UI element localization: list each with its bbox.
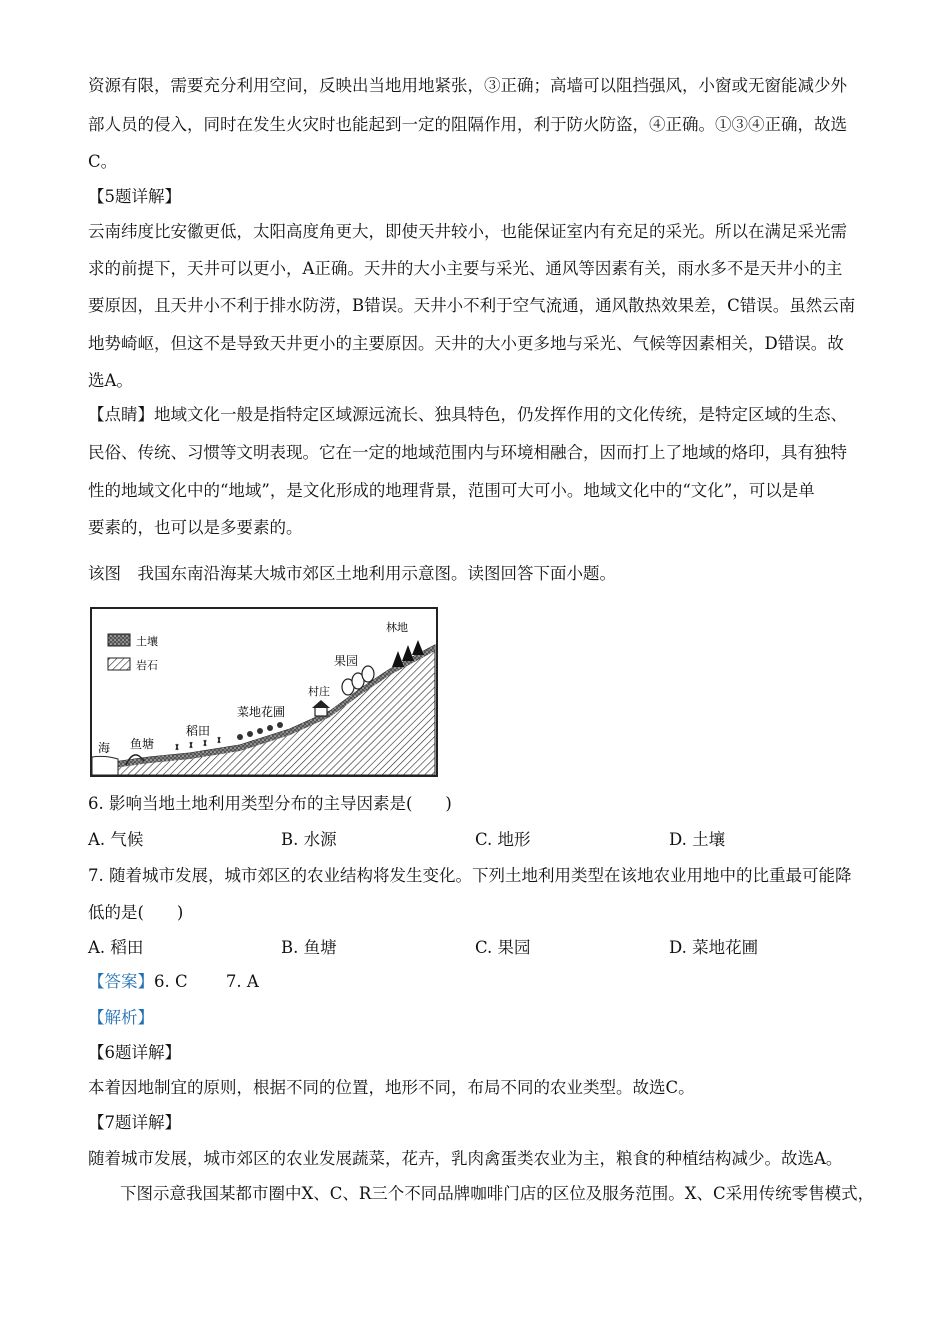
text-line: 部人员的侵入，同时在发生火灾时也能起到一定的阻隔作用，利于防火防盗，④正确。①③④正确，故选 — [88, 115, 847, 134]
q7-option-b: B. 鱼塘 — [281, 938, 337, 957]
q6-heading: 【6题详解】 — [88, 1043, 181, 1062]
answer-line — [88, 972, 259, 992]
text-line: 资源有限，需要充分利用空间，反映出当地用地紧张，③正确；高墙可以阻挡强风，小窗或无窗能减少外 — [88, 76, 847, 95]
answer-text: 6. C 7. A — [154, 972, 259, 991]
q6-stem: 6. 影响当地土地利用类型分布的主导因素是( ) — [88, 794, 452, 813]
q5-heading: 【5题详解】 — [88, 187, 181, 206]
q6-option-d: D. 土壤 — [669, 830, 726, 849]
land-use-diagram — [90, 607, 438, 777]
text-line: 求的前提下，天井可以更小，A正确。天井的大小主要与采光、通风等因素有关，雨水多不是天井小的主 — [88, 259, 843, 278]
text-line: 地势崎岖，但这不是导致天井更小的主要原因。天井的大小更多地与采光、气候等因素相关，D错误。故 — [88, 334, 844, 353]
text-line: 要原因，且天井小不利于排水防涝，B错误。天井小不利于空气流通，通风散热效果差，C错误。虽然云南 — [88, 296, 856, 315]
q6-option-c: C. 地形 — [475, 830, 531, 849]
label-village: 村庄 — [308, 685, 330, 698]
dianjing-line — [88, 405, 847, 425]
text-line: C。 — [88, 152, 118, 171]
legend-soil-label: 土壤 — [136, 635, 158, 648]
q6-option-a: A. 气候 — [88, 830, 144, 849]
legend-rock-swatch — [108, 658, 130, 670]
legend-soil-swatch — [108, 634, 130, 646]
label-orchard: 果园 — [334, 654, 359, 668]
text-line: 民俗、传统、习惯等文明表现。它在一定的地域范围内与环境相融合，因而打上了地域的烙印，具有独特 — [88, 443, 847, 462]
q7-heading: 【7题详解】 — [88, 1113, 181, 1132]
next-question-intro: 下图示意我国某都市圈中X、C、R三个不同品牌咖啡门店的区位及服务范围。X、C采用传统零售模式， — [120, 1184, 875, 1203]
q7-stem: 7. 随着城市发展，城市郊区的农业结构将发生变化。下列土地利用类型在该地农业用地中的比重最可能降 — [88, 866, 852, 885]
land-use-figure — [90, 607, 438, 777]
q6-detail: 本着因地制宜的原则，根据不同的位置，地形不同，布局不同的农业类型。故选C。 — [88, 1078, 695, 1097]
label-fishpond: 鱼塘 — [130, 737, 155, 751]
answer-label: 【答案】 — [88, 972, 154, 991]
figure-intro: 该图 我国东南沿海某大城市郊区土地利用示意图。读图回答下面小题。 — [88, 564, 616, 583]
q7-detail: 随着城市发展，城市郊区的农业发展蔬菜，花卉，乳肉禽蛋类农业为主，粮食的种植结构减少。故选A。 — [88, 1149, 843, 1168]
label-veg-garden: 菜地花圃 — [237, 705, 286, 719]
q7-option-a: A. 稻田 — [88, 938, 144, 957]
q7-option-c: C. 果园 — [475, 938, 531, 957]
dianjing-label: 【点睛】 — [88, 405, 154, 424]
q7-option-d: D. 菜地花圃 — [669, 938, 759, 957]
text-line: 选A。 — [88, 371, 133, 390]
q7-stem: 低的是( ) — [88, 903, 184, 922]
text-line: 性的地域文化中的“地域”，是文化形成的地理背景，范围可大可小。地域文化中的“文化”，可以是单 — [88, 481, 815, 500]
text-line: 地域文化一般是指特定区域源远流长、独具特色，仍发挥作用的文化传统，是特定区域的生态、 — [154, 405, 847, 424]
sea-water — [92, 756, 118, 775]
text-line: 云南纬度比安徽更低，太阳高度角更大，即使天井较小，也能保证室内有充足的采光。所以在满足采光需 — [88, 222, 847, 241]
legend-rock-label: 岩石 — [136, 659, 158, 672]
label-paddy: 稻田 — [186, 724, 211, 738]
q6-option-b: B. 水源 — [281, 830, 337, 849]
label-forest: 林地 — [386, 621, 408, 634]
analysis-label: 【解析】 — [88, 1008, 154, 1027]
label-sea: 海 — [98, 741, 111, 755]
text-line: 要素的，也可以是多要素的。 — [88, 518, 303, 537]
